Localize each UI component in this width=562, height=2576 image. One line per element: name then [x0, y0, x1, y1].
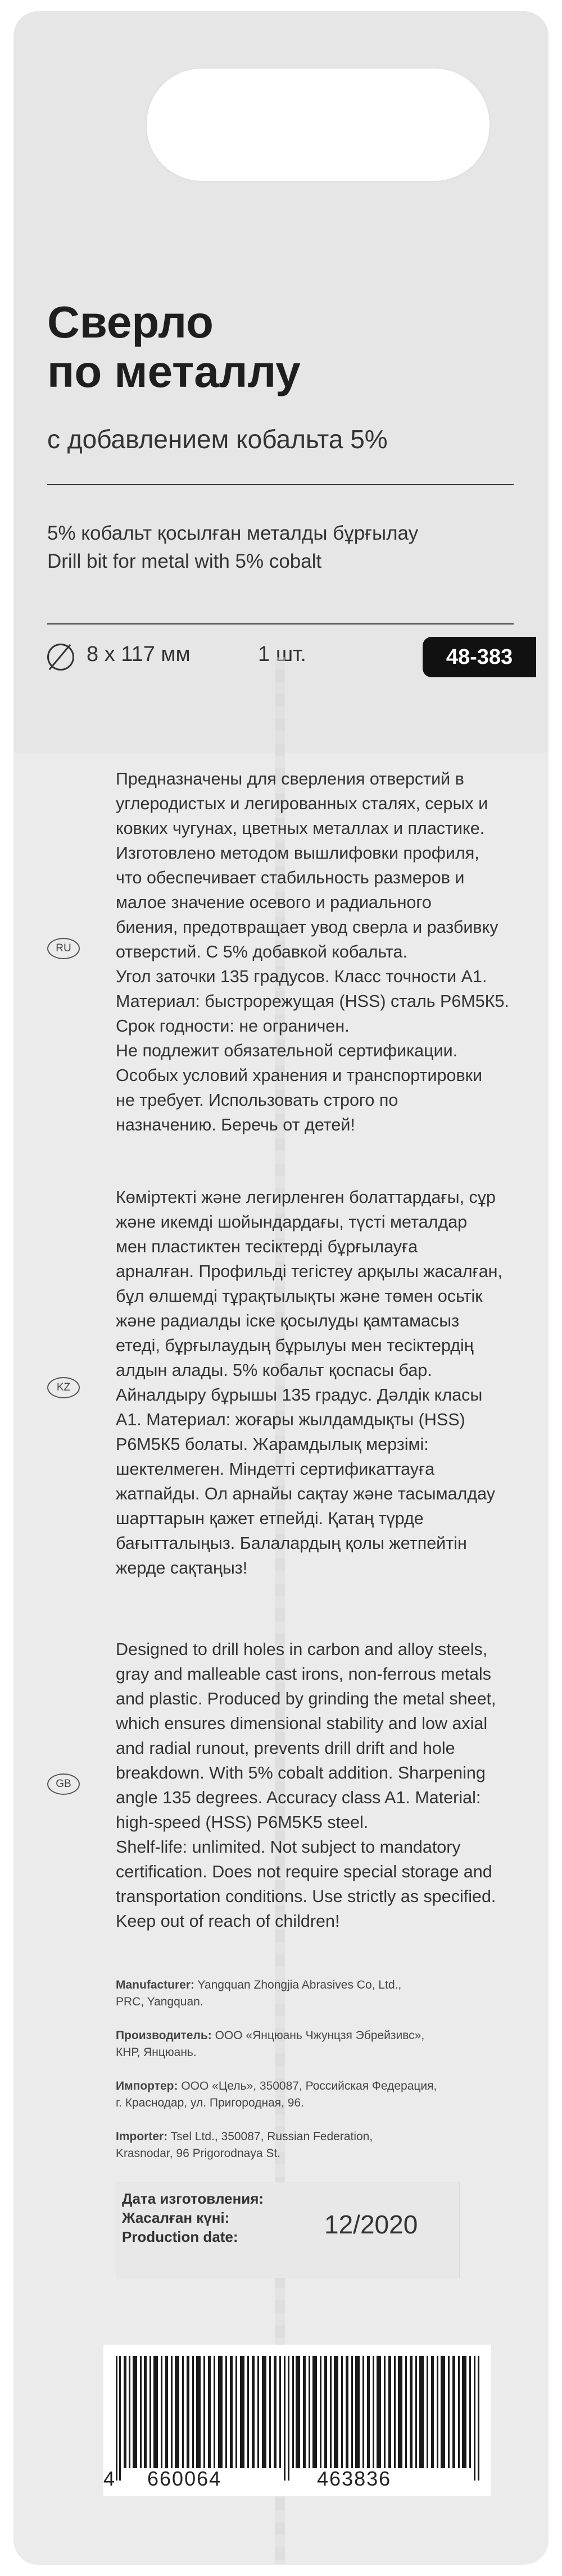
barcode-bar	[415, 2356, 417, 2468]
quantity-text: 1 шт.	[258, 642, 306, 666]
description-text-kz: Көміртекті және легирленген болаттардағы, сұр және икемді шойындардағы, түсті металдар мен пластиктен тесіктерді бұрғылауға арналған. Профильді тегістеу арқылы жасалған, бұл өлшемді тұрақтылықты және төмен осьтік және радиалды іске қосылуды қамтамасыз етеді, бұрғылаудың бұрылуы мен тесіктердің алдын алады. 5% кобальт қоспасы бар. Айналдыру бұрышы 135 градус. Дәлдік класы А1. Материал: жоғары жылдамдықты (HSS) Р6М5К5 болаты. Жарамдылық мерзімі: шектелмеген. Міндетті сертификаттауға жатпайды. Ол арнайы сақтау және тасымалдау шарттарын қажет етпейді. Қатаң түрде бағытталыңыз. Балалардың қолы жетпейтін жерде сақтаңыз!	[116, 1188, 502, 1577]
barcode-bar	[262, 2356, 266, 2468]
barcode-bar	[208, 2356, 211, 2468]
barcode-bar	[346, 2356, 348, 2468]
barcode-bar	[153, 2356, 158, 2468]
barcode-bar	[384, 2356, 386, 2468]
legal-label: Импортер:	[116, 2080, 178, 2092]
product-subtitle: с добавлением кобальта 5%	[47, 425, 388, 454]
barcode-bar	[279, 2356, 281, 2468]
barcode-bar	[448, 2356, 450, 2468]
barcode-bars	[116, 2356, 481, 2468]
barcode-bar	[284, 2356, 285, 2481]
alt-names	[47, 519, 418, 576]
barcode-bar	[116, 2356, 117, 2481]
barcode-bar	[192, 2356, 194, 2468]
legal-importer-en	[116, 2128, 520, 2162]
barcode-bar	[324, 2356, 327, 2468]
article-badge: 48-383	[423, 637, 536, 677]
barcode-bar	[427, 2356, 428, 2468]
legal-importer-ru	[116, 2078, 520, 2112]
barcode-bar	[247, 2356, 249, 2468]
legal-manufacturer-ru	[116, 2027, 520, 2061]
alt-name-en: Drill bit for metal with 5% cobalt	[47, 550, 322, 572]
spec-row	[47, 640, 536, 680]
barcode	[103, 2345, 491, 2496]
lang-badge-kz: KZ	[47, 1377, 80, 1398]
barcode-bar	[351, 2356, 353, 2468]
barcode-bar	[124, 2356, 126, 2468]
barcode-bar	[196, 2356, 201, 2468]
barcode-bar	[171, 2356, 173, 2468]
barcode-bar	[269, 2356, 271, 2468]
barcode-bar	[296, 2356, 300, 2468]
product-title: Сверло по металлу	[47, 297, 301, 396]
production-date-labels: Дата изготовления: Жасалған күні: Production date:	[122, 2190, 264, 2245]
barcode-bar	[140, 2356, 142, 2468]
diameter-icon	[47, 644, 74, 671]
barcode-bar	[373, 2356, 374, 2468]
barcode-bar	[203, 2356, 205, 2468]
alt-name-kz: 5% кобальт қосылған металды бұрғылау	[47, 522, 419, 544]
barcode-bar	[129, 2356, 130, 2468]
barcode-digits	[103, 2467, 491, 2495]
barcode-bar	[410, 2356, 413, 2468]
barcode-bar	[303, 2356, 306, 2468]
package-card	[13, 11, 549, 2565]
legal-text: Tsel Ltd., 350087, Russian Federation, Krasnodar, 96 Prigorodnaya St.	[116, 2130, 373, 2160]
barcode-bar	[218, 2356, 223, 2468]
barcode-bar	[165, 2356, 168, 2468]
barcode-bar	[462, 2356, 466, 2468]
barcode-bar	[252, 2356, 255, 2468]
barcode-bar	[274, 2356, 277, 2468]
barcode-digits-right: 463836	[317, 2467, 392, 2490]
barcode-bar	[437, 2356, 438, 2468]
barcode-bar	[292, 2356, 294, 2468]
barcode-bar	[312, 2356, 317, 2468]
barcode-bar	[355, 2356, 360, 2468]
barcode-bar	[175, 2356, 179, 2468]
barcode-bar	[230, 2356, 233, 2468]
title-divider	[47, 484, 514, 485]
barcode-bar	[388, 2356, 391, 2468]
barcode-bar	[235, 2356, 237, 2468]
barcode-bar	[257, 2356, 259, 2468]
barcode-bar	[133, 2356, 137, 2468]
legal-text: ООО «Цель», 350087, Российская Федерация, г. Краснодар, ул. Пригородная, 96.	[116, 2080, 437, 2109]
legal-label: Importer:	[116, 2130, 168, 2143]
barcode-bar	[394, 2356, 396, 2468]
production-date-value: 12/2020	[324, 2210, 418, 2239]
spec-divider	[47, 623, 514, 624]
barcode-digits-left: 660064	[147, 2467, 222, 2490]
legal-label: Manufacturer:	[116, 1978, 195, 1991]
barcode-bar	[182, 2356, 184, 2468]
barcode-bar	[334, 2356, 338, 2468]
production-date-box	[116, 2182, 460, 2278]
barcode-bar	[320, 2356, 321, 2468]
barcode-bar	[214, 2356, 215, 2468]
barcode-bar	[240, 2356, 244, 2468]
legal-label: Производитель:	[116, 2029, 212, 2042]
barcode-bar	[144, 2356, 147, 2468]
lang-badge-ru: RU	[47, 938, 80, 959]
barcode-bar	[149, 2356, 151, 2468]
barcode-bar	[452, 2356, 455, 2468]
legal-manufacturer	[116, 1977, 520, 2010]
lang-badge-gb: GB	[47, 1773, 80, 1795]
barcode-bar	[419, 2356, 424, 2468]
barcode-bar	[341, 2356, 343, 2468]
barcode-bar	[377, 2356, 381, 2468]
size-text: 8 x 117 мм	[87, 642, 191, 666]
description-text-ru: Предназначены для сверления отверстий в углеродистых и легированных сталях, серых и ковких чугунах, цветных металлах и пластике. Изготовлено методом вышлифовки профиля, что обеспечивает стабильность размеров и малое значение осевого и радиального биения, предотвращает увод сверла и разбивку отверстий. С 5% добавкой кобальта. Угол заточки 135 градусов. Класс точности А1. Материал: быстрорежущая (HSS) сталь Р6М5К5. Срок годности: не ограничен. Не подлежит обязательной сертификации. Особых условий хранения и транспортировки не требует. Использовать строго по назначению. Беречь от детей!	[116, 769, 509, 1134]
description-text-gb: Designed to drill holes in carbon and alloy steels, gray and malleable cast irons, non-ferrous metals and plastic. Produced by grinding the metal sheet, which ensures dimensional stability and low axial and radial runout, prevents drill drift and hole breakdown. With 5% cobalt addition. Sharpening angle 135 degrees. Accuracy class A1. Material: high-speed (HSS) P6M5K5 steel. Shelf-life: unlimited. Not subject to mandatory certification. Does not require special storage and transportation conditions. Use strictly as specified. Keep out of reach of children!	[116, 1640, 496, 1931]
barcode-bar	[367, 2356, 370, 2468]
barcode-bar	[458, 2356, 460, 2468]
barcode-bar	[469, 2356, 471, 2468]
barcode-bar	[309, 2356, 310, 2468]
barcode-bar	[398, 2356, 402, 2468]
barcode-digit-first: 4	[103, 2467, 115, 2490]
barcode-bar	[362, 2356, 364, 2468]
hang-hole	[146, 67, 491, 182]
legal-text: Yangquan Zhongjia Abrasives Co, Ltd., PRC, Yangquan.	[116, 1978, 402, 2008]
barcode-bar	[225, 2356, 227, 2468]
barcode-bar	[330, 2356, 332, 2468]
barcode-bar	[288, 2356, 289, 2481]
barcode-bar	[161, 2356, 162, 2468]
barcode-bar	[441, 2356, 445, 2468]
barcode-bar	[431, 2356, 434, 2468]
barcode-bar	[474, 2356, 475, 2481]
barcode-bar	[187, 2356, 189, 2468]
barcode-bar	[119, 2356, 121, 2481]
legal-text: ООО «Янцюань Чжунцзя Эбрейзивс», КНР, Янцюань.	[116, 2029, 425, 2059]
barcode-bar	[405, 2356, 407, 2468]
barcode-bar	[478, 2356, 479, 2481]
